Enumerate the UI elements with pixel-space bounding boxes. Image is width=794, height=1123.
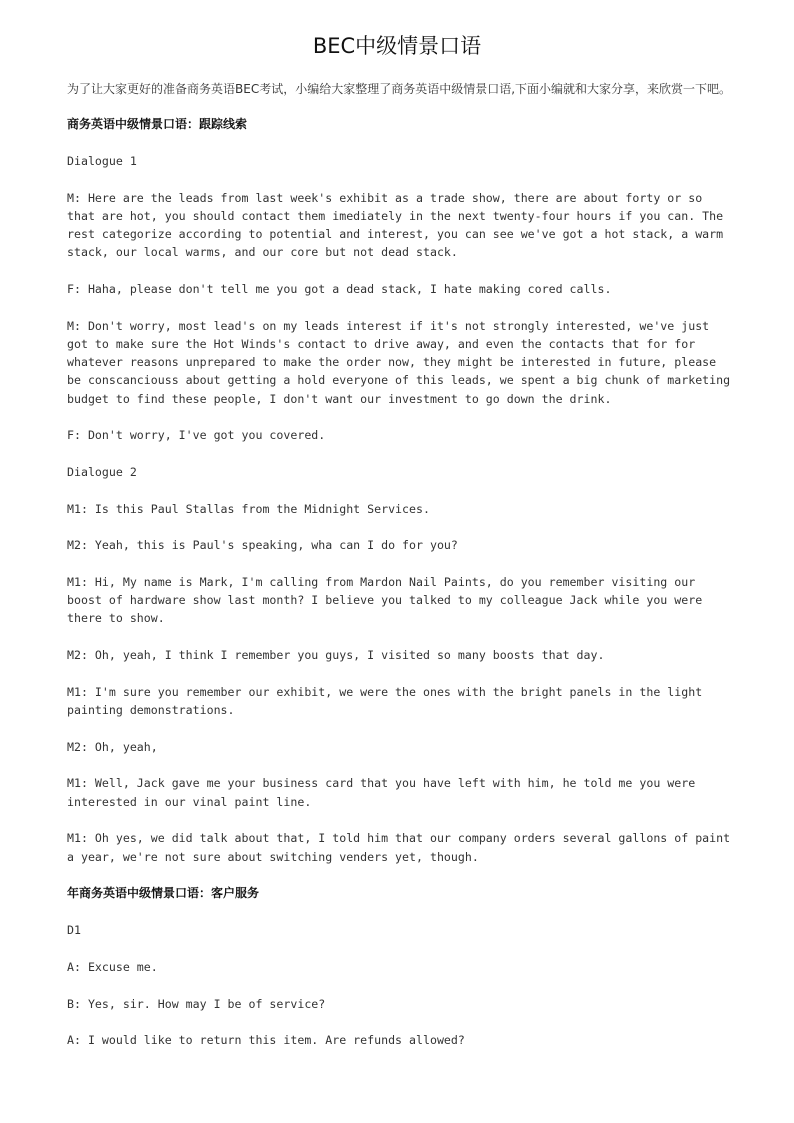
dialogue-line: F: Haha, please don't tell me you got a dead stack, I hate making cored calls. <box>67 282 612 297</box>
dialogue-line: A: I would like to return this item. Are refunds allowed? <box>67 1033 465 1048</box>
dialogue-line: M1: Hi, My name is Mark, I'm calling from Mardon Nail Paints, do you remember visiting our boost of hardware show last month? I believe you talked to my colleague Jack while you were there to show. <box>67 575 703 626</box>
intro-paragraph: 为了让大家更好的准备商务英语BEC考试，小编给大家整理了商务英语中级情景口语,下面小编就和大家分享，来欣赏一下吧。 <box>67 82 732 96</box>
dialogue-line: M1: Is this Paul Stallas from the Midnight Services. <box>67 501 430 516</box>
dialogue-line: M1: I'm sure you remember our exhibit, we were the ones with the bright panels in the light painting demonstrations. <box>67 684 703 718</box>
dialogue-line: M1: Well, Jack gave me your business card that you have left with him, he told me you were interested in our vinal paint line. <box>67 776 696 809</box>
dialogue-line: B: Yes, sir. How may I be of service? <box>67 996 326 1011</box>
dialogue-line: M2: Oh, yeah, <box>67 739 158 754</box>
dialogue-line: M2: Yeah, this is Paul's speaking, wha can I do for you? <box>67 538 458 553</box>
section-heading-customer-service: 年商务英语中级情景口语：客户服务 <box>67 886 260 901</box>
dialogue-label: D1 <box>67 923 81 938</box>
document-title: BEC中级情景口语 <box>312 34 482 58</box>
document-body <box>67 80 731 1068</box>
dialogue-line: F: Don't worry, I've got you covered. <box>67 428 326 443</box>
dialogue-label: Dialogue 1 <box>67 154 137 168</box>
section-heading-follow-leads: 商务英语中级情景口语：跟踪线索 <box>67 117 248 131</box>
dialogue-label: Dialogue 2 <box>67 464 137 479</box>
dialogue-line: M1: Oh yes, we did talk about that, I told him that our company orders several gallons of paint a year, we're not sure about switching venders yet, though. <box>67 831 731 864</box>
dialogue-line: M: Don't worry, most lead's on my leads interest if it's not strongly interested, we've just got to make sure the Hot Winds's contact to drive away, and even the contacts that for for whatever reasons unprepared to make the order now, they might be interested in future, please be conscanciouss about getting a hold everyone of this leads, we spent a big chunk of marketing budget to find these people, I don't want our investment to go down the drink. <box>67 318 731 406</box>
dialogue-line: M: Here are the leads from last week's exhibit as a trade show, there are about forty or so that are hot, you should contact them imediately in the next twenty-four hours if you can. The rest categorize according to potential and interest, you can see we've got a hot stack, a warm stack, our local warms, and our core but not dead stack. <box>67 190 724 260</box>
dialogue-line: M2: Oh, yeah, I think I remember you guys, I visited so many boosts that day. <box>67 648 605 663</box>
dialogue-line: A: Excuse me. <box>67 959 158 974</box>
